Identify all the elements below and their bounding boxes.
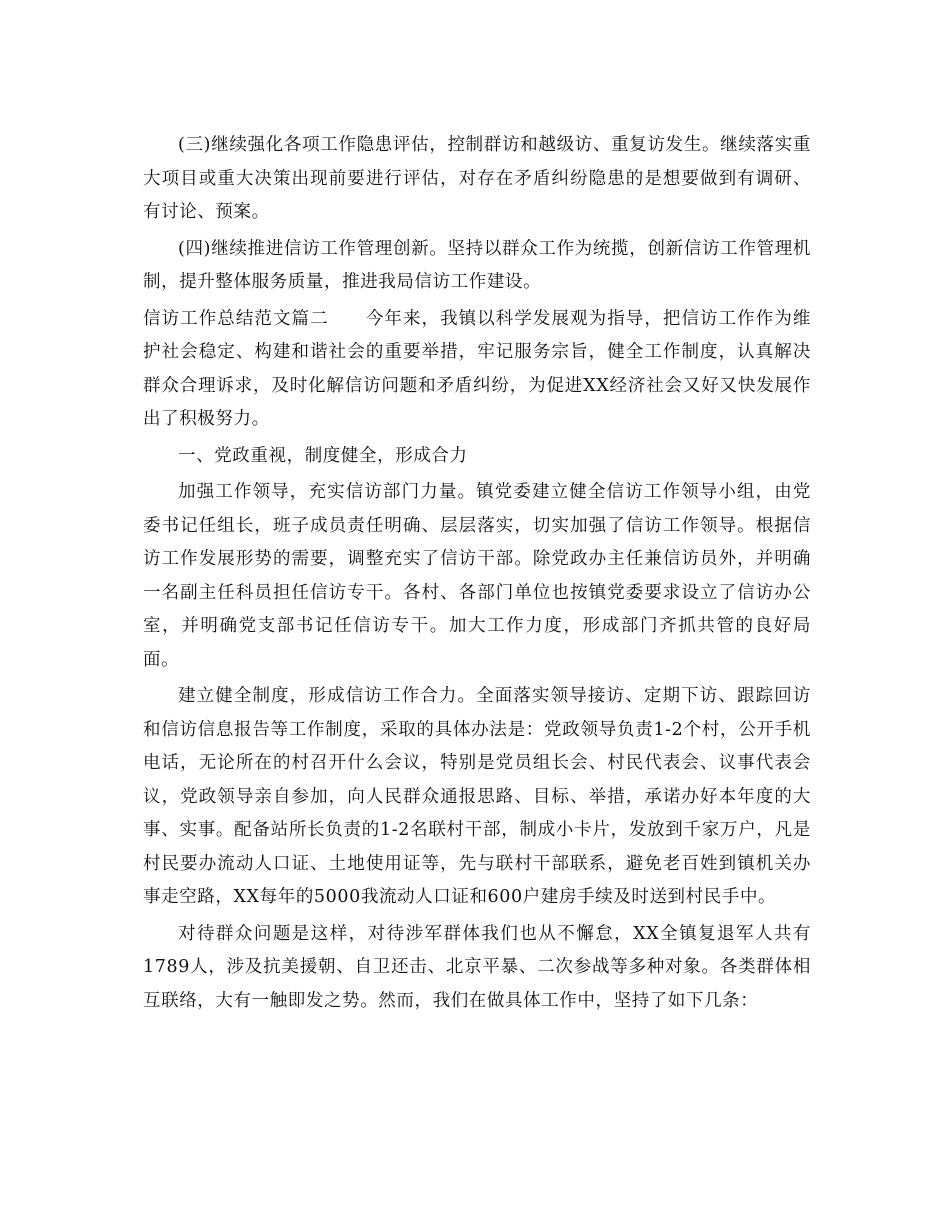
paragraph-leadership: 加强工作领导，充实信访部门力量。镇党委建立健全信访工作领导小组，由党委书记任组长，班子成员责任明确、层层落实，切实加强了信访工作领导。根据信访工作发展形势的需要，调整充实了信访干部。除党政办主任兼信访员外，并明确一名副主任科员担任信访专干。各村、各部门单位也按镇党委要求设立了信访办公室，并明确党支部书记任信访专干。加大工作力度，形成部门齐抓共管的良好局面。 xyxy=(143,482,811,670)
section-heading-1: 一、党政重视，制度健全，形成合力 xyxy=(178,445,468,466)
paragraph-article-two-intro: 信访工作总结范文篇二 今年来，我镇以科学发展观为指导，把信访工作作为维护社会稳定、构建和谐社会的重要举措，牢记服务宗旨，健全工作制度，认真解决群众合理诉求，及时化解信访问题和矛盾纠纷，为促进XX经济社会又好又快发展作出了积极努力。 xyxy=(143,308,811,429)
paragraph-item-3: (三)继续强化各项工作隐患评估，控制群访和越级访、重复访发生。继续落实重大项目或重大决策出现前要进行评估，对存在矛盾纠纷隐患的是想要做到有调研、有讨论、预案。 xyxy=(143,135,811,222)
paragraph-system: 建立健全制度，形成信访工作合力。全面落实领导接访、定期下访、跟踪回访和信访信息报告等工作制度，采取的具体办法是：党政领导负责1-2个村，公开手机电话，无论所在的村召开什么会议，特别是党员组长会、村民代表会、议事代表会议，党政领导亲自参加，向人民群众通报思路、目标、举措，承诺办好本年度的大事、实事。配备站所长负责的1-2名联村干部，制成小卡片，发放到千家万户，凡是村民要办流动人口证、土地使用证等，先与联村干部联系，避免老百姓到镇机关办事走空路，XX每年的5000我流动人口证和600户建房手续及时送到村民手中。 xyxy=(143,686,811,907)
document-body xyxy=(143,129,811,1021)
paragraph-military-groups: 对待群众问题是这样，对待涉军群体我们也从不懈怠，XX全镇复退军人共有1789人，涉及抗美援朝、自卫还击、北京平暴、二次参战等多种对象。各类群体相互联络，大有一触即发之势。然而，我们在做具体工作中，坚持了如下几条： xyxy=(143,923,811,1011)
paragraph-item-4: (四)继续推进信访工作管理创新。坚持以群众工作为统揽，创新信访工作管理机制，提升整体服务质量，推进我局信访工作建设。 xyxy=(143,238,811,292)
